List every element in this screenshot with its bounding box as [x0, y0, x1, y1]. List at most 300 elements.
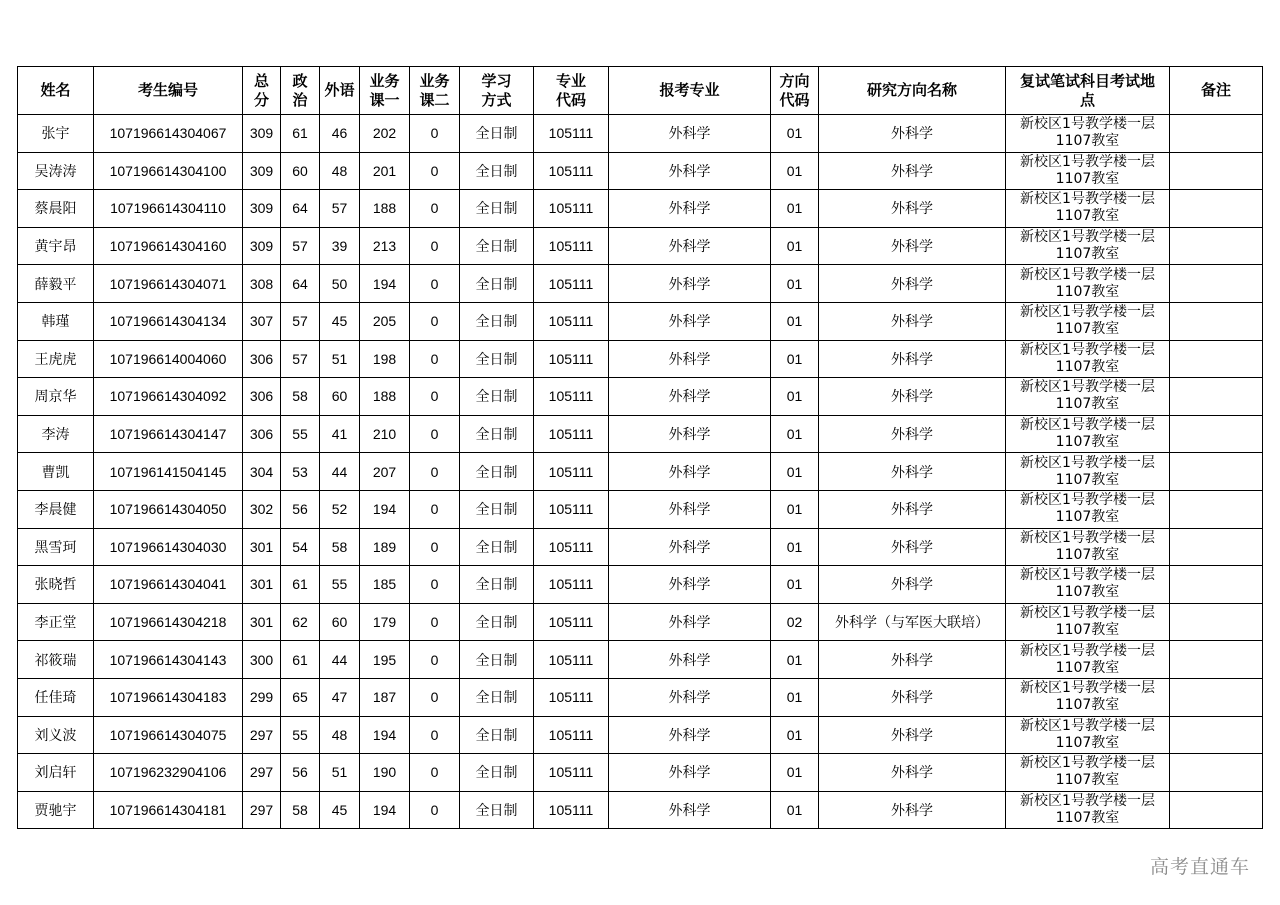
- cell-exam-location: [1006, 791, 1170, 829]
- location-line2: 1107教室: [1055, 697, 1120, 714]
- cell-major: 外科学: [609, 453, 771, 491]
- cell-major-code: 105111: [534, 716, 609, 754]
- cell-study-mode: 全日制: [460, 415, 534, 453]
- cell-major: 外科学: [609, 115, 771, 153]
- cell-note: [1170, 302, 1263, 340]
- cell-politics: 65: [281, 678, 320, 716]
- cell-study-mode: 全日制: [460, 490, 534, 528]
- cell-language: 46: [320, 115, 360, 153]
- cell-course2: 0: [410, 716, 460, 754]
- watermark-text: 高考直通车: [1149, 856, 1250, 878]
- cell-candidate-id: 107196614304075: [94, 716, 243, 754]
- cell-note: [1170, 641, 1263, 679]
- cell-study-mode: 全日制: [460, 528, 534, 566]
- location-line2: 1107教室: [1055, 622, 1120, 639]
- cell-name: 王虎虎: [18, 340, 94, 378]
- cell-direction-code: 01: [771, 678, 819, 716]
- cell-name: 李涛: [18, 415, 94, 453]
- table-row: [18, 378, 1263, 416]
- cell-study-mode: 全日制: [460, 641, 534, 679]
- cell-direction-name: 外科学: [819, 340, 1006, 378]
- cell-course2: 0: [410, 566, 460, 604]
- table-row: [18, 265, 1263, 303]
- cell-total: 300: [243, 641, 281, 679]
- cell-major: 外科学: [609, 302, 771, 340]
- cell-note: [1170, 415, 1263, 453]
- table-header: [18, 67, 1263, 115]
- cell-direction-code: 01: [771, 453, 819, 491]
- cell-candidate-id: 107196614304218: [94, 603, 243, 641]
- cell-exam-location: [1006, 754, 1170, 792]
- cell-total: 297: [243, 754, 281, 792]
- cell-politics: 58: [281, 791, 320, 829]
- cell-course1: 194: [360, 490, 410, 528]
- location-line2: 1107教室: [1055, 434, 1120, 451]
- cell-major-code: 105111: [534, 641, 609, 679]
- table-row: [18, 490, 1263, 528]
- cell-candidate-id: 107196614304067: [94, 115, 243, 153]
- header-major-code: 专业 代码: [534, 67, 609, 115]
- cell-course1: 179: [360, 603, 410, 641]
- cell-study-mode: 全日制: [460, 566, 534, 604]
- cell-name: 曹凯: [18, 453, 94, 491]
- cell-total: 299: [243, 678, 281, 716]
- location-line2: 1107教室: [1055, 246, 1120, 263]
- cell-major: 外科学: [609, 754, 771, 792]
- cell-candidate-id: 107196614304050: [94, 490, 243, 528]
- location-line1: 新校区1号教学楼一层: [1020, 567, 1155, 584]
- cell-major: 外科学: [609, 190, 771, 228]
- location-line1: 新校区1号教学楼一层: [1020, 266, 1155, 283]
- cell-major-code: 105111: [534, 566, 609, 604]
- cell-candidate-id: 107196141504145: [94, 453, 243, 491]
- cell-major: 外科学: [609, 791, 771, 829]
- cell-name: 黄宇昂: [18, 227, 94, 265]
- table-row: [18, 453, 1263, 491]
- cell-major-code: 105111: [534, 227, 609, 265]
- cell-name: 周京华: [18, 378, 94, 416]
- cell-direction-name: 外科学: [819, 716, 1006, 754]
- cell-note: [1170, 453, 1263, 491]
- cell-direction-name: 外科学: [819, 227, 1006, 265]
- cell-major-code: 105111: [534, 265, 609, 303]
- cell-direction-name: 外科学: [819, 641, 1006, 679]
- location-line1: 新校区1号教学楼一层: [1020, 116, 1155, 133]
- table-row: [18, 115, 1263, 153]
- cell-course2: 0: [410, 678, 460, 716]
- table-row: [18, 791, 1263, 829]
- cell-note: [1170, 378, 1263, 416]
- cell-direction-name: 外科学: [819, 152, 1006, 190]
- cell-direction-name: 外科学: [819, 678, 1006, 716]
- cell-direction-name: 外科学: [819, 791, 1006, 829]
- cell-candidate-id: 107196614304030: [94, 528, 243, 566]
- cell-course2: 0: [410, 190, 460, 228]
- header-politics: 政 治: [281, 67, 320, 115]
- cell-study-mode: 全日制: [460, 678, 534, 716]
- cell-direction-name: 外科学: [819, 453, 1006, 491]
- cell-name: 张宇: [18, 115, 94, 153]
- cell-direction-code: 01: [771, 716, 819, 754]
- location-line2: 1107教室: [1055, 734, 1120, 751]
- location-line1: 新校区1号教学楼一层: [1020, 717, 1155, 734]
- cell-language: 47: [320, 678, 360, 716]
- cell-note: [1170, 265, 1263, 303]
- location-line2: 1107教室: [1055, 546, 1120, 563]
- cell-course2: 0: [410, 490, 460, 528]
- cell-language: 58: [320, 528, 360, 566]
- cell-direction-code: 01: [771, 115, 819, 153]
- cell-course1: 213: [360, 227, 410, 265]
- cell-candidate-id: 107196614304147: [94, 415, 243, 453]
- header-course1: 业务 课一: [360, 67, 410, 115]
- cell-major-code: 105111: [534, 152, 609, 190]
- cell-course1: 188: [360, 378, 410, 416]
- table-row: [18, 603, 1263, 641]
- cell-major-code: 105111: [534, 115, 609, 153]
- cell-candidate-id: 107196614304071: [94, 265, 243, 303]
- cell-direction-code: 01: [771, 340, 819, 378]
- cell-name: 韩瑾: [18, 302, 94, 340]
- location-line1: 新校区1号教学楼一层: [1020, 454, 1155, 471]
- cell-study-mode: 全日制: [460, 265, 534, 303]
- cell-politics: 57: [281, 227, 320, 265]
- cell-exam-location: [1006, 716, 1170, 754]
- cell-total: 306: [243, 415, 281, 453]
- table-row: [18, 152, 1263, 190]
- location-line1: 新校区1号教学楼一层: [1020, 755, 1155, 772]
- cell-candidate-id: 107196232904106: [94, 754, 243, 792]
- cell-language: 44: [320, 453, 360, 491]
- cell-course2: 0: [410, 115, 460, 153]
- cell-exam-location: [1006, 227, 1170, 265]
- cell-language: 60: [320, 378, 360, 416]
- cell-study-mode: 全日制: [460, 378, 534, 416]
- header-course2: 业务 课二: [410, 67, 460, 115]
- cell-candidate-id: 107196614304110: [94, 190, 243, 228]
- location-line1: 新校区1号教学楼一层: [1020, 680, 1155, 697]
- header-language: 外语: [320, 67, 360, 115]
- header-row: [18, 67, 1263, 115]
- cell-major-code: 105111: [534, 378, 609, 416]
- cell-name: 刘启轩: [18, 754, 94, 792]
- cell-total: 306: [243, 340, 281, 378]
- cell-major-code: 105111: [534, 791, 609, 829]
- cell-candidate-id: 107196614304143: [94, 641, 243, 679]
- cell-direction-code: 01: [771, 566, 819, 604]
- cell-course2: 0: [410, 453, 460, 491]
- cell-note: [1170, 754, 1263, 792]
- cell-candidate-id: 107196614004060: [94, 340, 243, 378]
- cell-language: 41: [320, 415, 360, 453]
- cell-politics: 56: [281, 754, 320, 792]
- location-line1: 新校区1号教学楼一层: [1020, 417, 1155, 434]
- cell-language: 45: [320, 791, 360, 829]
- location-line2: 1107教室: [1055, 471, 1120, 488]
- cell-exam-location: [1006, 190, 1170, 228]
- cell-language: 50: [320, 265, 360, 303]
- cell-candidate-id: 107196614304183: [94, 678, 243, 716]
- location-line1: 新校区1号教学楼一层: [1020, 492, 1155, 509]
- cell-major-code: 105111: [534, 603, 609, 641]
- cell-course1: 198: [360, 340, 410, 378]
- cell-politics: 62: [281, 603, 320, 641]
- cell-major: 外科学: [609, 152, 771, 190]
- cell-course1: 202: [360, 115, 410, 153]
- cell-exam-location: [1006, 453, 1170, 491]
- cell-direction-code: 02: [771, 603, 819, 641]
- cell-course1: 187: [360, 678, 410, 716]
- location-line2: 1107教室: [1055, 133, 1120, 150]
- cell-direction-code: 01: [771, 754, 819, 792]
- cell-note: [1170, 340, 1263, 378]
- cell-note: [1170, 490, 1263, 528]
- cell-major: 外科学: [609, 678, 771, 716]
- location-line1: 新校区1号教学楼一层: [1020, 379, 1155, 396]
- cell-course2: 0: [410, 227, 460, 265]
- cell-direction-code: 01: [771, 415, 819, 453]
- cell-language: 39: [320, 227, 360, 265]
- cell-study-mode: 全日制: [460, 453, 534, 491]
- cell-major-code: 105111: [534, 190, 609, 228]
- cell-major: 外科学: [609, 490, 771, 528]
- cell-politics: 61: [281, 566, 320, 604]
- cell-note: [1170, 678, 1263, 716]
- location-line1: 新校区1号教学楼一层: [1020, 341, 1155, 358]
- cell-course2: 0: [410, 265, 460, 303]
- cell-politics: 54: [281, 528, 320, 566]
- cell-politics: 57: [281, 340, 320, 378]
- cell-total: 304: [243, 453, 281, 491]
- cell-language: 44: [320, 641, 360, 679]
- cell-direction-name: 外科学: [819, 302, 1006, 340]
- cell-course1: 189: [360, 528, 410, 566]
- cell-study-mode: 全日制: [460, 152, 534, 190]
- cell-study-mode: 全日制: [460, 603, 534, 641]
- cell-study-mode: 全日制: [460, 227, 534, 265]
- cell-language: 48: [320, 716, 360, 754]
- cell-candidate-id: 107196614304160: [94, 227, 243, 265]
- table-row: [18, 566, 1263, 604]
- cell-exam-location: [1006, 490, 1170, 528]
- cell-exam-location: [1006, 641, 1170, 679]
- cell-course1: 188: [360, 190, 410, 228]
- cell-note: [1170, 716, 1263, 754]
- location-line2: 1107教室: [1055, 321, 1120, 338]
- cell-direction-name: 外科学（与军医大联培）: [819, 603, 1006, 641]
- cell-direction-code: 01: [771, 302, 819, 340]
- cell-exam-location: [1006, 415, 1170, 453]
- location-line1: 新校区1号教学楼一层: [1020, 605, 1155, 622]
- cell-major: 外科学: [609, 641, 771, 679]
- cell-total: 309: [243, 190, 281, 228]
- table-row: [18, 340, 1263, 378]
- cell-language: 60: [320, 603, 360, 641]
- cell-politics: 55: [281, 415, 320, 453]
- cell-politics: 60: [281, 152, 320, 190]
- location-line2: 1107教室: [1055, 208, 1120, 225]
- location-line2: 1107教室: [1055, 509, 1120, 526]
- location-line1: 新校区1号教学楼一层: [1020, 191, 1155, 208]
- cell-note: [1170, 227, 1263, 265]
- cell-major-code: 105111: [534, 340, 609, 378]
- cell-course1: 207: [360, 453, 410, 491]
- cell-direction-code: 01: [771, 791, 819, 829]
- location-line1: 新校区1号教学楼一层: [1020, 229, 1155, 246]
- cell-direction-code: 01: [771, 152, 819, 190]
- cell-direction-name: 外科学: [819, 566, 1006, 604]
- cell-exam-location: [1006, 152, 1170, 190]
- table-row: [18, 302, 1263, 340]
- cell-exam-location: [1006, 603, 1170, 641]
- cell-politics: 56: [281, 490, 320, 528]
- cell-note: [1170, 190, 1263, 228]
- cell-course2: 0: [410, 754, 460, 792]
- cell-exam-location: [1006, 678, 1170, 716]
- cell-study-mode: 全日制: [460, 115, 534, 153]
- cell-direction-name: 外科学: [819, 754, 1006, 792]
- cell-major-code: 105111: [534, 415, 609, 453]
- cell-politics: 61: [281, 115, 320, 153]
- cell-direction-code: 01: [771, 378, 819, 416]
- cell-exam-location: [1006, 378, 1170, 416]
- cell-total: 301: [243, 528, 281, 566]
- location-line2: 1107教室: [1055, 283, 1120, 300]
- cell-major-code: 105111: [534, 528, 609, 566]
- location-line2: 1107教室: [1055, 358, 1120, 375]
- cell-major-code: 105111: [534, 678, 609, 716]
- cell-major: 外科学: [609, 528, 771, 566]
- table-row: [18, 190, 1263, 228]
- cell-study-mode: 全日制: [460, 302, 534, 340]
- cell-note: [1170, 791, 1263, 829]
- table-row: [18, 415, 1263, 453]
- location-line1: 新校区1号教学楼一层: [1020, 153, 1155, 170]
- location-line2: 1107教室: [1055, 659, 1120, 676]
- cell-study-mode: 全日制: [460, 754, 534, 792]
- table-row: [18, 227, 1263, 265]
- cell-candidate-id: 107196614304181: [94, 791, 243, 829]
- cell-major-code: 105111: [534, 490, 609, 528]
- cell-major-code: 105111: [534, 302, 609, 340]
- location-line2: 1107教室: [1055, 584, 1120, 601]
- location-line2: 1107教室: [1055, 396, 1120, 413]
- cell-total: 308: [243, 265, 281, 303]
- cell-language: 51: [320, 340, 360, 378]
- cell-direction-code: 01: [771, 227, 819, 265]
- cell-course2: 0: [410, 152, 460, 190]
- location-line2: 1107教室: [1055, 170, 1120, 187]
- cell-exam-location: [1006, 566, 1170, 604]
- header-note: 备注: [1170, 67, 1263, 115]
- cell-total: 302: [243, 490, 281, 528]
- cell-direction-name: 外科学: [819, 115, 1006, 153]
- header-direction-code: 方向 代码: [771, 67, 819, 115]
- cell-candidate-id: 107196614304134: [94, 302, 243, 340]
- header-candidate-id: 考生编号: [94, 67, 243, 115]
- cell-total: 309: [243, 227, 281, 265]
- header-study-mode: 学习 方式: [460, 67, 534, 115]
- cell-exam-location: [1006, 528, 1170, 566]
- cell-direction-name: 外科学: [819, 190, 1006, 228]
- cell-course2: 0: [410, 415, 460, 453]
- cell-course2: 0: [410, 378, 460, 416]
- table-row: [18, 678, 1263, 716]
- cell-major: 外科学: [609, 265, 771, 303]
- cell-total: 309: [243, 152, 281, 190]
- location-line1: 新校区1号教学楼一层: [1020, 529, 1155, 546]
- cell-note: [1170, 528, 1263, 566]
- cell-course1: 194: [360, 716, 410, 754]
- cell-course1: 185: [360, 566, 410, 604]
- cell-exam-location: [1006, 115, 1170, 153]
- cell-name: 吴涛涛: [18, 152, 94, 190]
- cell-name: 薛毅平: [18, 265, 94, 303]
- cell-direction-name: 外科学: [819, 378, 1006, 416]
- cell-course1: 195: [360, 641, 410, 679]
- cell-name: 李正堂: [18, 603, 94, 641]
- cell-total: 307: [243, 302, 281, 340]
- cell-name: 黑雪珂: [18, 528, 94, 566]
- cell-course1: 205: [360, 302, 410, 340]
- cell-politics: 55: [281, 716, 320, 754]
- cell-note: [1170, 152, 1263, 190]
- location-line1: 新校区1号教学楼一层: [1020, 792, 1155, 809]
- cell-name: 张晓哲: [18, 566, 94, 604]
- table-body: [18, 115, 1263, 829]
- cell-course1: 194: [360, 791, 410, 829]
- location-line2: 1107教室: [1055, 772, 1120, 789]
- cell-politics: 58: [281, 378, 320, 416]
- cell-exam-location: [1006, 340, 1170, 378]
- cell-language: 51: [320, 754, 360, 792]
- cell-direction-code: 01: [771, 265, 819, 303]
- cell-direction-name: 外科学: [819, 490, 1006, 528]
- header-total: 总 分: [243, 67, 281, 115]
- cell-politics: 57: [281, 302, 320, 340]
- cell-course2: 0: [410, 528, 460, 566]
- cell-course2: 0: [410, 340, 460, 378]
- cell-study-mode: 全日制: [460, 340, 534, 378]
- header-direction-name: 研究方向名称: [819, 67, 1006, 115]
- cell-study-mode: 全日制: [460, 791, 534, 829]
- cell-note: [1170, 566, 1263, 604]
- cell-course1: 194: [360, 265, 410, 303]
- header-major: 报考专业: [609, 67, 771, 115]
- cell-language: 52: [320, 490, 360, 528]
- cell-course2: 0: [410, 302, 460, 340]
- header-exam-location: 复试笔试科目考试地 点: [1006, 67, 1170, 115]
- cell-candidate-id: 107196614304092: [94, 378, 243, 416]
- cell-major: 外科学: [609, 340, 771, 378]
- cell-total: 301: [243, 603, 281, 641]
- cell-major: 外科学: [609, 378, 771, 416]
- table-row: [18, 528, 1263, 566]
- cell-direction-code: 01: [771, 490, 819, 528]
- header-name: 姓名: [18, 67, 94, 115]
- cell-major: 外科学: [609, 603, 771, 641]
- location-line2: 1107教室: [1055, 809, 1120, 826]
- cell-note: [1170, 115, 1263, 153]
- candidate-table: [17, 66, 1263, 829]
- cell-name: 蔡晨阳: [18, 190, 94, 228]
- cell-total: 301: [243, 566, 281, 604]
- cell-direction-code: 01: [771, 641, 819, 679]
- cell-major: 外科学: [609, 227, 771, 265]
- cell-politics: 53: [281, 453, 320, 491]
- cell-politics: 64: [281, 190, 320, 228]
- cell-major: 外科学: [609, 716, 771, 754]
